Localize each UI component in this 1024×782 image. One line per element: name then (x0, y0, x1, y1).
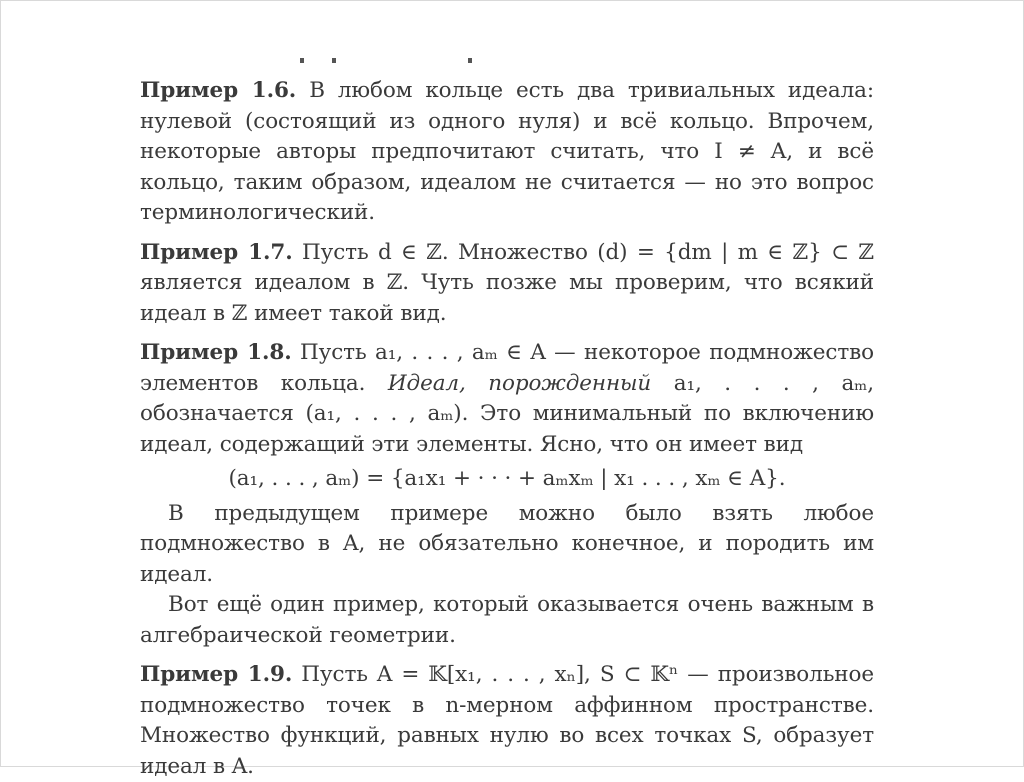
example-1-9 (140, 660, 874, 782)
cropped-text-marks (0, 58, 1024, 68)
example-1-7 (140, 238, 874, 330)
example-text-before: Пусть a₁, . . . , aₘ ∈ A — некоторое подмножество элементов кольца. (140, 340, 874, 396)
formula-text: (a₁, . . . , aₘ) = {a₁x₁ + · · · + aₘxₘ | x₁ . . . , xₘ ∈ A}. (228, 466, 786, 491)
ideal-formula (140, 464, 874, 495)
remark-1: В предыдущем примере можно было взять любое подмножество в A, не обязательно конечное, и породить им идеал. (140, 500, 874, 587)
example-emphasis: Идеал, порожденный (387, 370, 652, 396)
example-label: Пример 1.7. (140, 239, 293, 265)
document-page (140, 76, 874, 782)
example-text: Пусть A = 𝕂[x₁, . . . , xₙ], S ⊂ 𝕂ⁿ — произвольное подмножество точек в n-мерном аффинном пространстве. Множество функций, равных нулю во всех точках S, образует идеал в A. (140, 662, 874, 779)
remark-2: Вот ещё один пример, который оказывается очень важным в алгебраической геометрии. (140, 592, 874, 648)
example-text: Пусть d ∈ ℤ. Множество (d) = {dm | m ∈ ℤ} ⊂ ℤ является идеалом в ℤ. Чуть позже мы проверим, что всякий идеал в ℤ имеет такой вид. (140, 239, 874, 326)
example-label: Пример 1.6. (140, 78, 297, 103)
example-1-6 (140, 76, 874, 229)
example-label: Пример 1.9. (140, 662, 293, 687)
example-label: Пример 1.8. (140, 340, 292, 365)
example-1-8 (140, 338, 874, 460)
example-text: В любом кольце есть два тривиальных идеала: нулевой (состоящий из одного нуля) и всё кольцо. Впрочем, некоторые авторы предпочитают считать, что I ≠ A, и всё кольцо, таким образом, идеалом не считается — но это вопрос терминологический. (140, 78, 874, 225)
example-text-after: a₁, . . . , aₘ, обозначается (a₁, . . . , aₘ). Это минимальный по включению идеал, содержащий эти элементы. Ясно, что он имеет вид (140, 370, 874, 457)
